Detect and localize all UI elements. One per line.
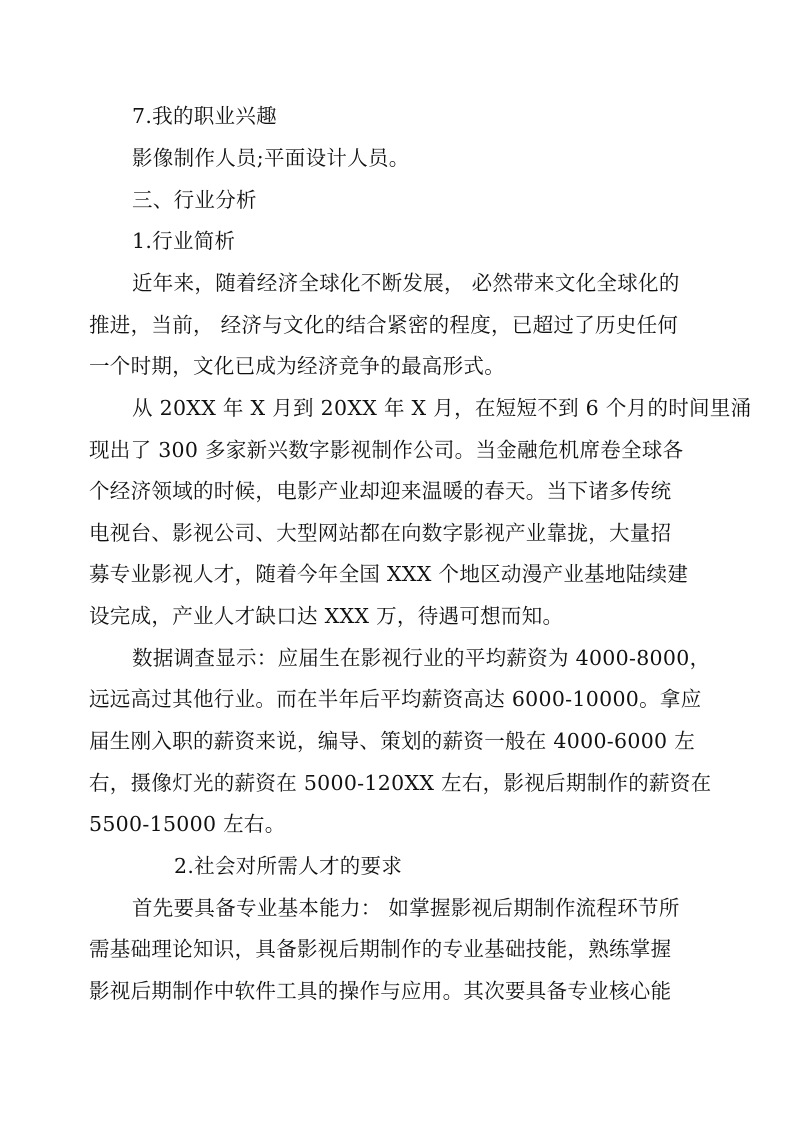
- paragraph-line: 届生刚入职的薪资来说，编导、策划的薪资一般在 4000-6000 左: [89, 729, 695, 753]
- subsection-heading-talent-requirements: 2.社会对所需人才的要求: [174, 854, 403, 878]
- paragraph-line: 远远高过其他行业。而在半年后平均薪资高达 6000-10000。拿应: [89, 687, 702, 711]
- paragraph-line: 首先要具备专业基本能力： 如掌握影视后期制作流程环节所: [132, 896, 680, 920]
- paragraph-line: 推进，当前， 经济与文化的结合紧密的程度，已超过了历史任何: [89, 313, 679, 337]
- subsection-heading-industry-overview: 1.行业简析: [132, 229, 236, 253]
- paragraph-line: 近年来，随着经济全球化不断发展， 必然带来文化全球化的: [132, 271, 680, 295]
- paragraph-line: 个经济领域的时候，电影产业却迎来温暖的春天。当下诸多传统: [89, 479, 672, 503]
- paragraph-line: 募专业影视人才，随着今年全国 XXX 个地区动漫产业基地陆续建: [89, 562, 689, 586]
- paragraph-line: 数据调查显示：应届生在影视行业的平均薪资为 4000-8000，: [132, 646, 711, 670]
- paragraph-line: 5500-15000 左右。: [89, 812, 286, 836]
- section-heading-interests: 7.我的职业兴趣: [132, 104, 277, 128]
- paragraph-line: 右，摄像灯光的薪资在 5000-120XX 左右，影视后期制作的薪资在: [89, 771, 712, 795]
- section-heading-industry-analysis: 三、行业分析: [132, 188, 257, 212]
- paragraph-line: 电视台、影视公司、大型网站都在向数字影视产业靠拢，大量招: [89, 521, 672, 545]
- paragraph-line: 影像制作人员;平面设计人员。: [132, 146, 410, 170]
- paragraph-line: 从 20XX 年 X 月到 20XX 年 X 月，在短短不到 6 个月的时间里涌: [132, 396, 752, 420]
- paragraph-line: 一个时期，文化已成为经济竞争的最高形式。: [89, 354, 505, 378]
- paragraph-line: 现出了 300 多家新兴数字影视制作公司。当金融危机席卷全球各: [89, 438, 684, 462]
- paragraph-line: 影视后期制作中软件工具的操作与应用。其次要具备专业核心能: [89, 979, 672, 1003]
- paragraph-line: 需基础理论知识，具备影视后期制作的专业基础技能，熟练掌握: [89, 937, 672, 961]
- paragraph-line: 设完成，产业人才缺口达 XXX 万，待遇可想而知。: [89, 604, 564, 628]
